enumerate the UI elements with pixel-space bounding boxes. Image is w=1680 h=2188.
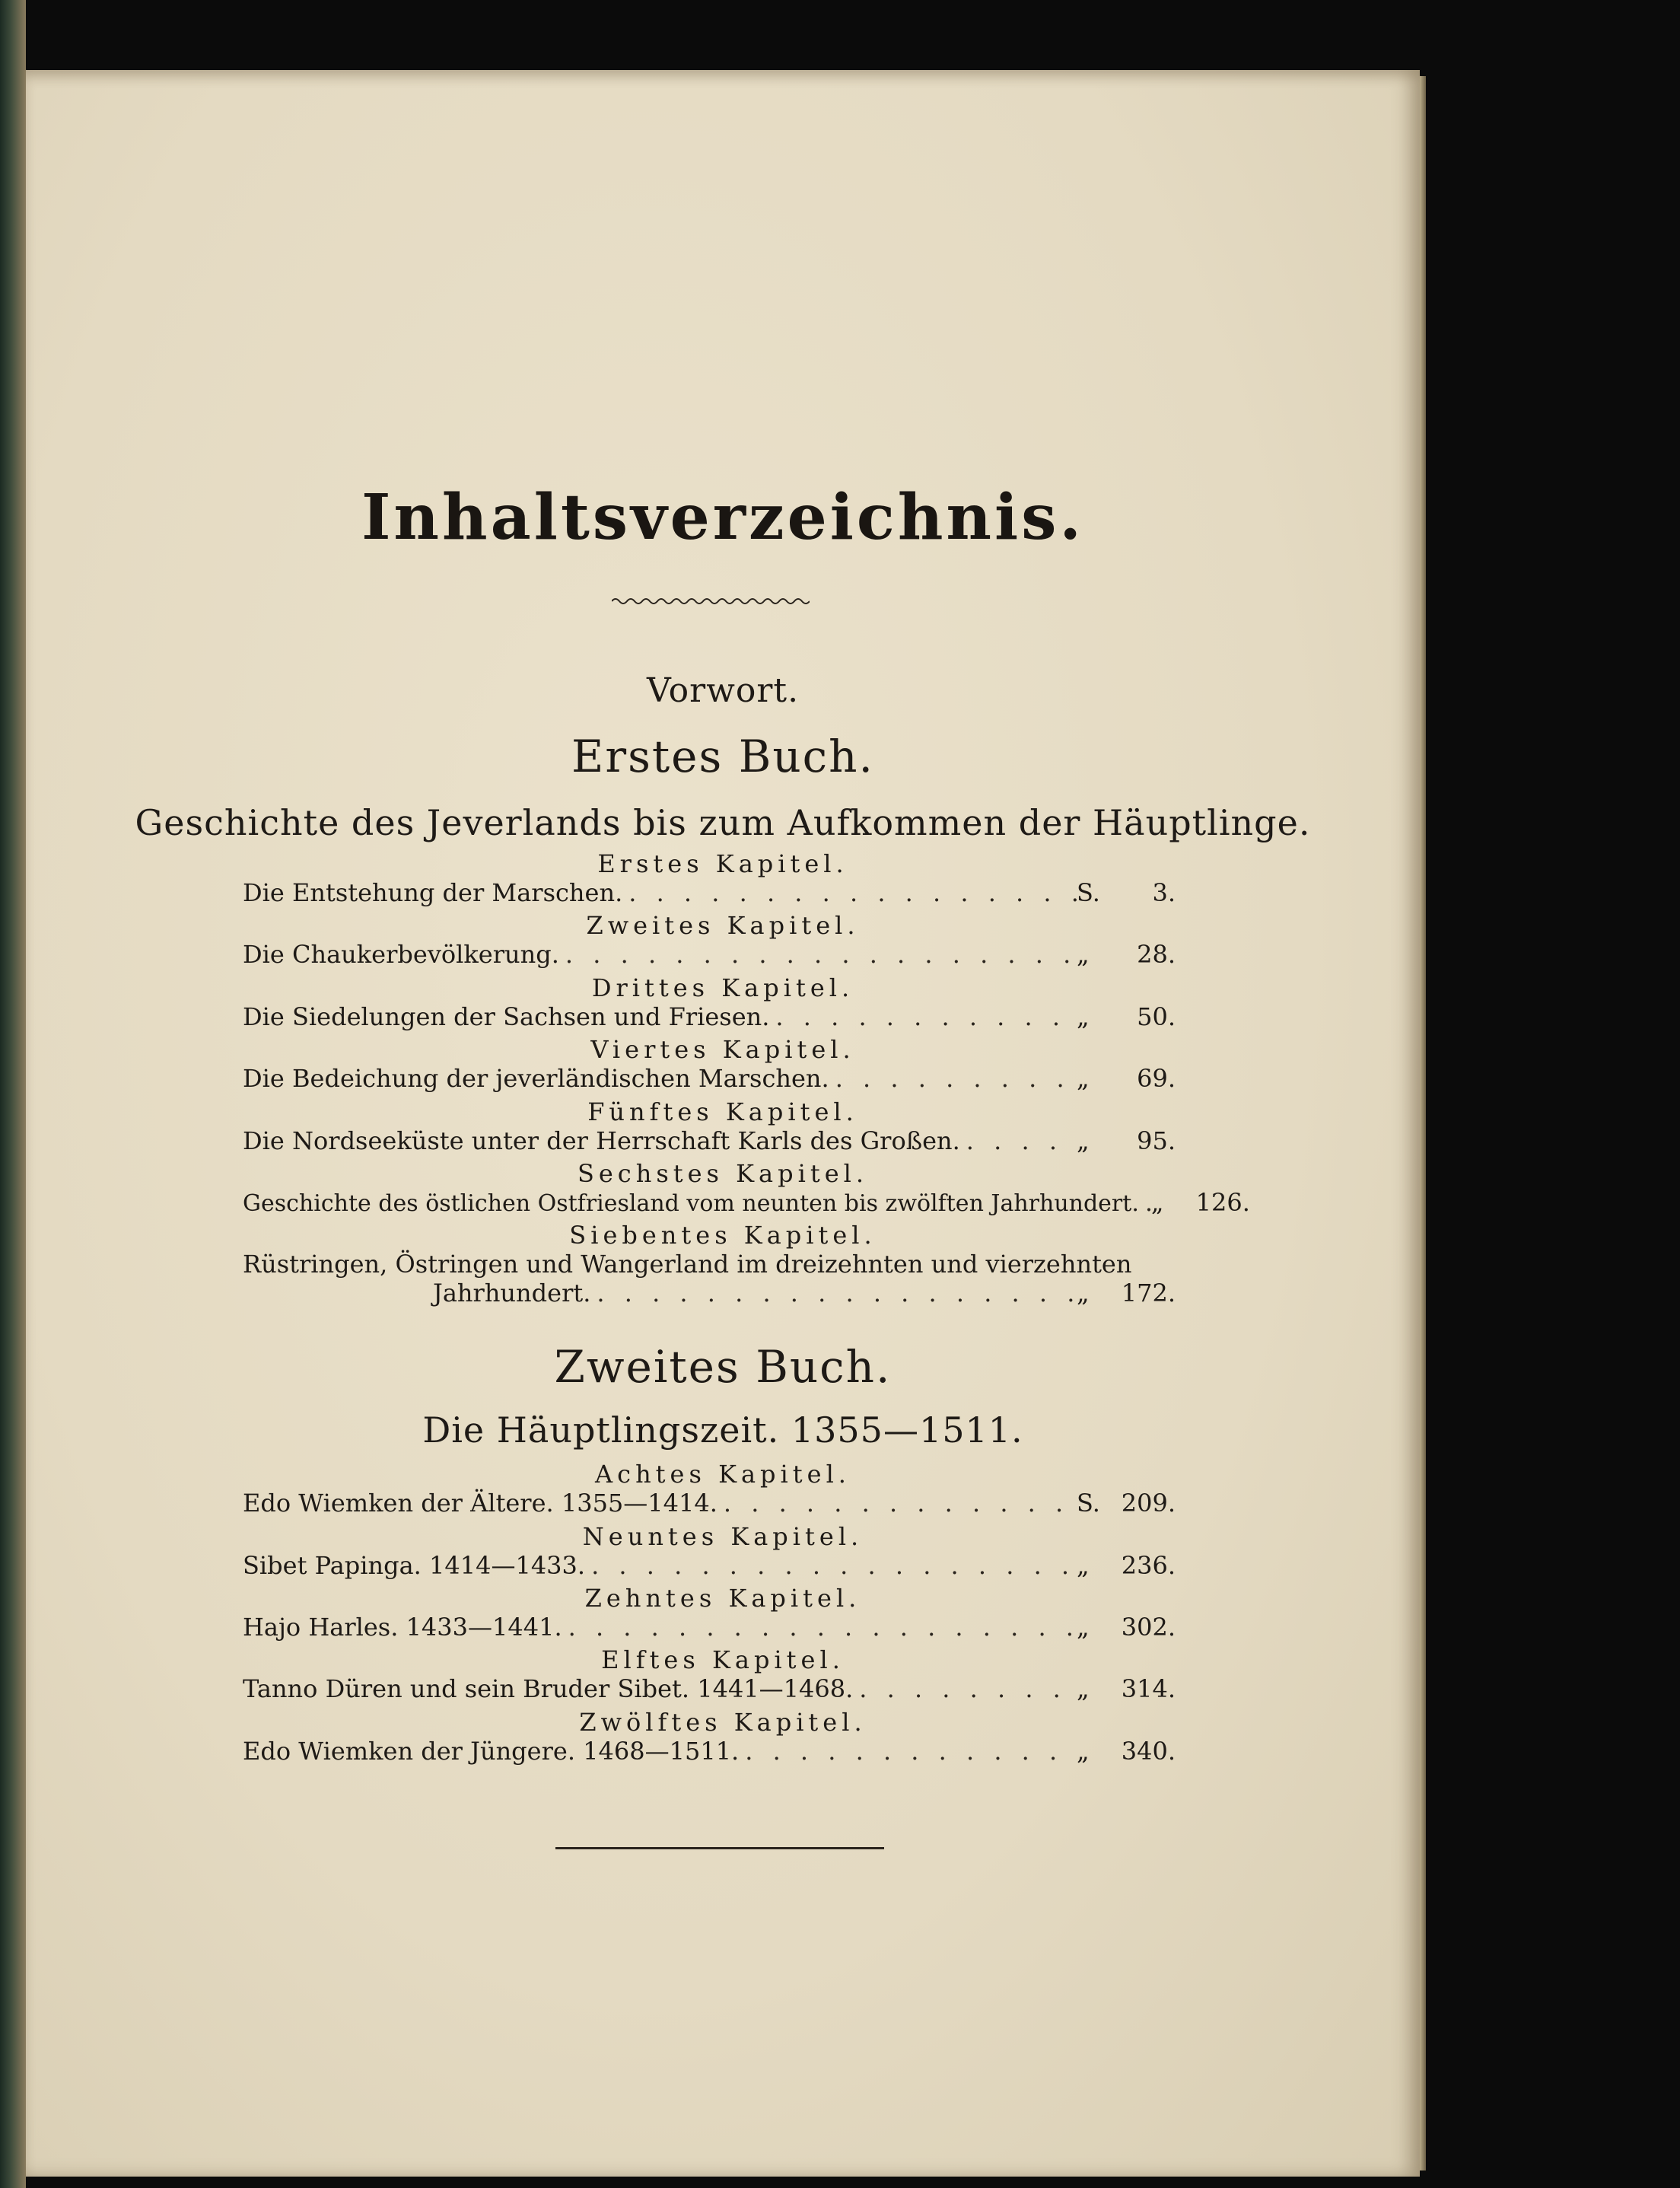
leader-dots: [960, 1126, 1077, 1155]
chapter-heading: Zehntes Kapitel.: [584, 1584, 861, 1613]
chapter-title: Edo Wiemken der Ältere. 1355—1414.: [243, 1489, 718, 1518]
chapter-heading: Neuntes Kapitel.: [582, 1522, 864, 1551]
leader-dots: [829, 1064, 1077, 1093]
page-prefix: „: [1077, 940, 1090, 969]
chapter-title: Jahrhundert.: [433, 1279, 591, 1307]
preface-heading: Vorwort.: [646, 671, 800, 710]
leader-dots: [590, 1279, 1077, 1307]
toc-entry: [243, 1126, 1176, 1158]
table-of-contents: [26, 70, 1420, 2177]
leader-dots: [853, 1674, 1077, 1703]
page-number: 3.: [1152, 878, 1176, 907]
toc-entry: [243, 1064, 1176, 1096]
chapter-heading: Zwölftes Kapitel.: [579, 1708, 867, 1737]
leader-dots: [585, 1551, 1077, 1580]
page-number: 126.: [1195, 1188, 1250, 1217]
page-prefix: „: [1077, 1737, 1090, 1766]
page-prefix: „: [1077, 1613, 1090, 1642]
page-number: 172.: [1121, 1279, 1176, 1307]
leader-dots: [622, 878, 1077, 907]
chapter-title: Die Nordseeküste unter der Herrschaft Karls des Großen.: [243, 1126, 960, 1155]
toc-entry: [243, 1002, 1176, 1034]
book-page: [26, 70, 1420, 2177]
page-prefix: „: [1077, 1064, 1090, 1093]
chapter-title: Die Bedeichung der jeverländischen Marschen.: [243, 1064, 829, 1093]
book-spine-edge: [0, 0, 26, 2188]
toc-entry: [243, 1188, 1250, 1220]
toc-entry: [433, 1279, 1176, 1311]
page-prefix: „: [1077, 1002, 1090, 1031]
page-prefix: „: [1077, 1126, 1090, 1155]
toc-entry: [243, 1489, 1176, 1521]
chapter-heading: Fünftes Kapitel.: [587, 1097, 858, 1126]
page-number: 28.: [1137, 940, 1176, 969]
leader-dots: [739, 1737, 1077, 1766]
page-title: Inhaltsverzeichnis.: [361, 481, 1084, 554]
chapter-heading: Siebentes Kapitel.: [569, 1221, 877, 1250]
toc-entry: [243, 1737, 1176, 1769]
chapter-title: Geschichte des östlichen Ostfriesland vom neunten bis zwölften Jahrhundert.: [243, 1190, 1139, 1217]
book1-heading: Erstes Buch.: [571, 731, 874, 782]
page-prefix: S.: [1077, 878, 1100, 907]
book2-subtitle: Die Häuptlingszeit. 1355—1511.: [422, 1409, 1023, 1451]
toc-entry: [243, 1551, 1176, 1583]
page-prefix: „: [1077, 1279, 1090, 1307]
chapter-heading: Drittes Kapitel.: [591, 973, 854, 1002]
page-number: 314.: [1121, 1674, 1176, 1703]
ornament-divider: [612, 595, 810, 607]
chapter-title-line1: Rüstringen, Östringen und Wangerland im dreizehnten und vierzehnten: [243, 1250, 1132, 1279]
page-number: 69.: [1137, 1064, 1176, 1093]
chapter-title: Die Siedelungen der Sachsen und Friesen.: [243, 1002, 770, 1031]
chapter-heading: Sechstes Kapitel.: [577, 1159, 869, 1188]
closing-rule: [555, 1847, 884, 1849]
leader-dots: [718, 1489, 1077, 1518]
page-edge: [1420, 76, 1426, 2170]
page-number: 302.: [1121, 1613, 1176, 1642]
chapter-heading: Erstes Kapitel.: [597, 849, 848, 878]
leader-dots: [562, 1613, 1077, 1642]
page-number: 95.: [1137, 1126, 1176, 1155]
toc-entry: [243, 940, 1176, 972]
page-prefix: „: [1077, 1551, 1090, 1580]
chapter-title: Hajo Harles. 1433—1441.: [243, 1613, 562, 1642]
chapter-heading: Elftes Kapitel.: [601, 1645, 845, 1674]
toc-entry: [243, 878, 1176, 910]
page-prefix: „: [1150, 1188, 1164, 1217]
chapter-heading: Viertes Kapitel.: [590, 1035, 855, 1064]
page-number: 50.: [1137, 1002, 1176, 1031]
toc-entry: [243, 1674, 1176, 1706]
chapter-title: Sibet Papinga. 1414—1433.: [243, 1551, 586, 1580]
page-prefix: S.: [1077, 1489, 1100, 1518]
leader-dots: [559, 940, 1077, 969]
page-number: 236.: [1121, 1551, 1176, 1580]
toc-entry: [243, 1613, 1176, 1645]
chapter-title: Die Entstehung der Marschen.: [243, 878, 623, 907]
page-number: 209.: [1121, 1489, 1176, 1518]
page-prefix: „: [1077, 1674, 1090, 1703]
leader-dots: [1139, 1188, 1151, 1217]
page-number: 340.: [1121, 1737, 1176, 1766]
book1-subtitle: Geschichte des Jeverlands bis zum Aufkommen der Häuptlinge.: [135, 802, 1311, 843]
chapter-title: Tanno Düren und sein Bruder Sibet. 1441—1468.: [243, 1674, 854, 1703]
book2-heading: Zweites Buch.: [554, 1341, 892, 1393]
chapter-title: Die Chaukerbevölkerung.: [243, 940, 559, 969]
chapter-title: Edo Wiemken der Jüngere. 1468—1511.: [243, 1737, 740, 1766]
chapter-heading: Achtes Kapitel.: [595, 1460, 851, 1489]
chapter-heading: Zweites Kapitel.: [586, 911, 860, 940]
leader-dots: [769, 1002, 1077, 1031]
